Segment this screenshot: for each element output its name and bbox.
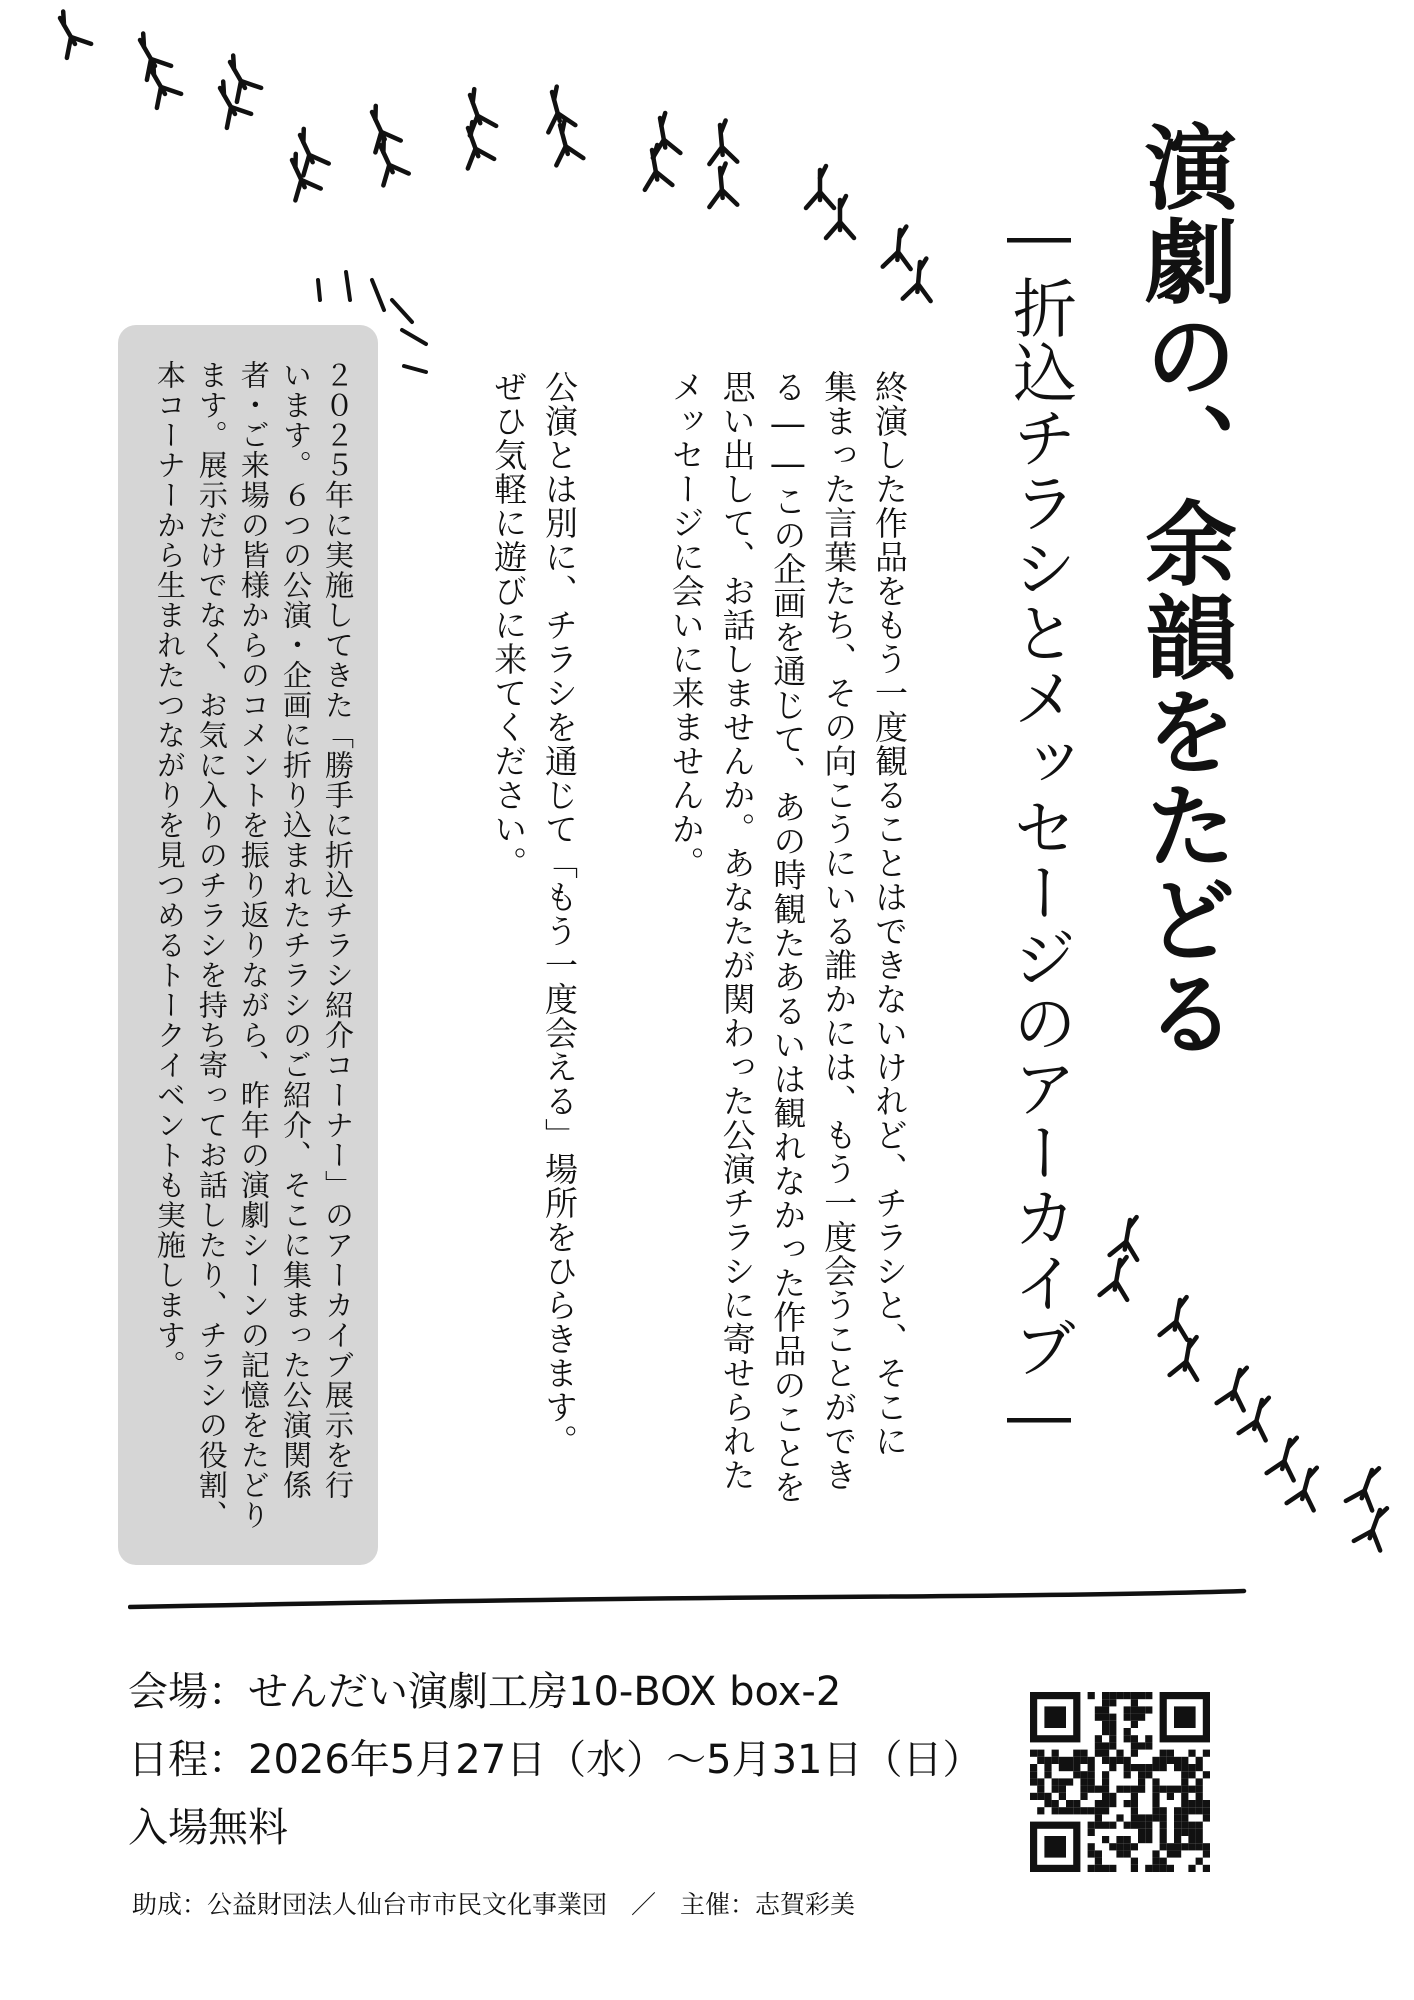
credits (132, 1885, 855, 1921)
dates-text: 日程：2026年5月27日（水）〜5月31日（日） (128, 1737, 983, 1783)
invitation-paragraph: 公演とは別に、チラシを通じて「もう一度会える」場所をひらきます。 ぜひ気軽に遊びに来てください。 (489, 370, 579, 1458)
venue-text: 会場：せんだい演劇工房10-BOX box-2 (128, 1669, 842, 1715)
credit-separator: ／ (631, 1890, 657, 1919)
page-subtitle: ―折込チラシとメッセージのアーカイブ― (1002, 200, 1076, 1455)
qr-code-icon[interactable] (1030, 1692, 1210, 1872)
divider (128, 1585, 1248, 1615)
intro-paragraph: 終演した作品をもう一度観ることはできないけれど、チラシと、そこに 集まった言葉たち、その向こうにいる誰かには、もう一度会うことができ る――この企画を通じて、あの時観たあるいは観れなかった作品のことを 思い出して、お話しませんか。あなたが関わった公演チラシに寄せられた メッセージに会いに来ませんか。 (666, 370, 909, 1504)
info-box-text: ２０２５年に実施してきた「勝手に折込チラシ紹介コーナー」のアーカイブ展示を行 います。６つの公演・企画に折り込まれたチラシのご紹介、そこに集まった公演関係 者・ご来場の皆様からのコメントを振り返りながら、昨年の演劇シーンの記憶をたどり ます。展示だけでなく、お気に入りのチラシを持ち寄ってお話したり、チラシの役割、 本コーナーから生まれたつながりを見つめるトークイベントも実施します。 (152, 360, 355, 1530)
organizer-credit: 主催：志賀彩美 (680, 1890, 856, 1919)
support-credit: 助成：公益財団法人仙台市市民文化事業団 (132, 1890, 608, 1919)
admission-text: 入場無料 (128, 1805, 288, 1851)
page-title: 演劇の、余韻をたどる (1130, 120, 1237, 1060)
